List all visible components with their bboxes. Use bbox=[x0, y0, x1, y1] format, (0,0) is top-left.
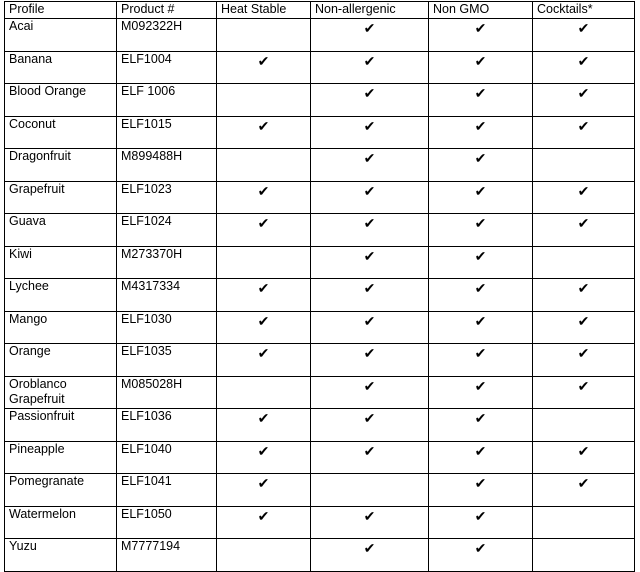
cocktails-check-cell bbox=[533, 214, 635, 247]
heat-stable-check-cell bbox=[217, 539, 311, 572]
non-allergenic-check-cell bbox=[311, 19, 429, 52]
non-gmo-check-icon: ✔ bbox=[474, 377, 487, 394]
non-gmo-check-cell bbox=[429, 116, 533, 149]
non-gmo-check-cell bbox=[429, 441, 533, 474]
table-row bbox=[5, 149, 635, 182]
cocktails-check-cell bbox=[533, 51, 635, 84]
table-row bbox=[5, 539, 635, 572]
non-gmo-check-cell bbox=[429, 311, 533, 344]
heat-stable-check-icon: ✔ bbox=[257, 215, 270, 231]
product-number-cell: M085028H bbox=[117, 376, 217, 409]
cocktails-check-icon: ✔ bbox=[577, 182, 590, 199]
non-gmo-check-cell bbox=[429, 246, 533, 279]
profile-cell: Watermelon bbox=[5, 506, 117, 539]
cocktails-check-icon: ✔ bbox=[577, 52, 590, 69]
non-gmo-check-cell bbox=[429, 474, 533, 507]
non-allergenic-check-icon: ✔ bbox=[363, 442, 376, 459]
cocktails-check-cell bbox=[533, 539, 635, 572]
non-gmo-check-icon: ✔ bbox=[474, 85, 487, 101]
table-row bbox=[5, 19, 635, 52]
profile-cell: Pineapple bbox=[5, 441, 117, 474]
product-number-cell: ELF1041 bbox=[117, 474, 217, 507]
non-gmo-check-cell bbox=[429, 51, 533, 84]
profile-cell: Blood Orange bbox=[5, 84, 117, 117]
non-allergenic-check-icon: ✔ bbox=[363, 247, 376, 264]
non-allergenic-check-icon: ✔ bbox=[363, 20, 376, 36]
non-gmo-check-cell bbox=[429, 149, 533, 182]
product-number-cell: ELF1036 bbox=[117, 409, 217, 442]
table-row bbox=[5, 344, 635, 377]
non-allergenic-check-cell bbox=[311, 441, 429, 474]
product-number-cell: M7777194 bbox=[117, 539, 217, 572]
non-gmo-check-icon: ✔ bbox=[474, 20, 487, 36]
non-allergenic-check-cell bbox=[311, 409, 429, 442]
heat-stable-check-icon: ✔ bbox=[257, 475, 270, 491]
table-row bbox=[5, 214, 635, 247]
heat-stable-check-cell bbox=[217, 376, 311, 409]
profile-cell: Grapefruit bbox=[5, 181, 117, 214]
heat-stable-check-cell bbox=[217, 214, 311, 247]
non-allergenic-check-icon: ✔ bbox=[363, 312, 376, 329]
heat-stable-check-cell bbox=[217, 84, 311, 117]
non-gmo-check-icon: ✔ bbox=[474, 247, 487, 264]
flavor-profile-table bbox=[4, 1, 635, 572]
non-gmo-check-cell bbox=[429, 376, 533, 409]
non-allergenic-check-cell bbox=[311, 246, 429, 279]
cocktails-check-cell bbox=[533, 116, 635, 149]
cocktails-check-icon: ✔ bbox=[577, 280, 590, 296]
profile-cell: Pomegranate bbox=[5, 474, 117, 507]
profile-cell: Orange bbox=[5, 344, 117, 377]
heat-stable-check-cell bbox=[217, 246, 311, 279]
cocktails-check-cell bbox=[533, 506, 635, 539]
table-row bbox=[5, 51, 635, 84]
heat-stable-check-cell bbox=[217, 19, 311, 52]
cocktails-check-cell bbox=[533, 441, 635, 474]
table-row bbox=[5, 441, 635, 474]
non-allergenic-check-icon: ✔ bbox=[363, 85, 376, 101]
non-allergenic-check-cell bbox=[311, 311, 429, 344]
non-allergenic-check-icon: ✔ bbox=[363, 215, 376, 231]
heat-stable-check-icon: ✔ bbox=[257, 280, 270, 296]
non-gmo-check-icon: ✔ bbox=[474, 312, 487, 329]
product-number-cell: ELF1050 bbox=[117, 506, 217, 539]
non-allergenic-check-cell bbox=[311, 344, 429, 377]
heat-stable-check-cell bbox=[217, 279, 311, 312]
flavor-profile-table-container bbox=[4, 1, 635, 572]
non-gmo-check-cell bbox=[429, 84, 533, 117]
table-row bbox=[5, 246, 635, 279]
cocktails-check-icon: ✔ bbox=[577, 345, 590, 361]
cocktails-check-cell bbox=[533, 246, 635, 279]
non-gmo-check-cell bbox=[429, 19, 533, 52]
non-allergenic-check-icon: ✔ bbox=[363, 182, 376, 199]
non-gmo-check-icon: ✔ bbox=[474, 280, 487, 296]
non-gmo-check-icon: ✔ bbox=[474, 117, 487, 134]
heat-stable-check-icon: ✔ bbox=[257, 507, 270, 524]
non-gmo-check-icon: ✔ bbox=[474, 52, 487, 69]
product-number-cell: ELF1004 bbox=[117, 51, 217, 84]
table-row bbox=[5, 116, 635, 149]
non-gmo-check-icon: ✔ bbox=[474, 215, 487, 231]
heat-stable-check-cell bbox=[217, 506, 311, 539]
heat-stable-check-cell bbox=[217, 409, 311, 442]
non-gmo-check-cell bbox=[429, 344, 533, 377]
cocktails-check-icon: ✔ bbox=[577, 442, 590, 459]
non-gmo-check-cell bbox=[429, 506, 533, 539]
profile-cell: Mango bbox=[5, 311, 117, 344]
table-row bbox=[5, 279, 635, 312]
non-gmo-check-cell bbox=[429, 539, 533, 572]
cocktails-check-cell bbox=[533, 181, 635, 214]
cocktails-check-cell bbox=[533, 84, 635, 117]
heat-stable-check-icon: ✔ bbox=[257, 117, 270, 134]
non-allergenic-check-icon: ✔ bbox=[363, 52, 376, 69]
cocktails-check-icon: ✔ bbox=[577, 215, 590, 231]
non-gmo-check-icon: ✔ bbox=[474, 150, 487, 166]
product-number-cell: ELF1023 bbox=[117, 181, 217, 214]
cocktails-check-icon: ✔ bbox=[577, 475, 590, 491]
header-heat-stable: Heat Stable bbox=[217, 2, 311, 19]
profile-cell: Yuzu bbox=[5, 539, 117, 572]
profile-cell: Acai bbox=[5, 19, 117, 52]
cocktails-check-cell bbox=[533, 19, 635, 52]
non-gmo-check-cell bbox=[429, 181, 533, 214]
non-allergenic-check-cell bbox=[311, 84, 429, 117]
non-allergenic-check-icon: ✔ bbox=[363, 280, 376, 296]
non-allergenic-check-icon: ✔ bbox=[363, 117, 376, 134]
profile-cell: Passionfruit bbox=[5, 409, 117, 442]
non-allergenic-check-icon: ✔ bbox=[363, 540, 376, 556]
non-gmo-check-icon: ✔ bbox=[474, 182, 487, 199]
cocktails-check-icon: ✔ bbox=[577, 20, 590, 36]
non-allergenic-check-cell bbox=[311, 539, 429, 572]
cocktails-check-cell bbox=[533, 149, 635, 182]
non-allergenic-check-icon: ✔ bbox=[363, 377, 376, 394]
product-number-cell: M4317334 bbox=[117, 279, 217, 312]
cocktails-check-icon: ✔ bbox=[577, 377, 590, 394]
non-gmo-check-cell bbox=[429, 279, 533, 312]
non-gmo-check-icon: ✔ bbox=[474, 540, 487, 556]
heat-stable-check-icon: ✔ bbox=[257, 182, 270, 199]
cocktails-check-icon: ✔ bbox=[577, 85, 590, 101]
table-header-row bbox=[5, 2, 635, 19]
non-allergenic-check-cell bbox=[311, 279, 429, 312]
table-row bbox=[5, 376, 635, 409]
cocktails-check-cell bbox=[533, 344, 635, 377]
product-number-cell: ELF1040 bbox=[117, 441, 217, 474]
non-allergenic-check-cell bbox=[311, 376, 429, 409]
table-row bbox=[5, 181, 635, 214]
heat-stable-check-cell bbox=[217, 344, 311, 377]
table-row bbox=[5, 409, 635, 442]
profile-cell: Lychee bbox=[5, 279, 117, 312]
non-allergenic-check-cell bbox=[311, 474, 429, 507]
table-row bbox=[5, 474, 635, 507]
non-allergenic-check-cell bbox=[311, 116, 429, 149]
cocktails-check-cell bbox=[533, 409, 635, 442]
non-allergenic-check-cell bbox=[311, 506, 429, 539]
heat-stable-check-cell bbox=[217, 181, 311, 214]
non-gmo-check-icon: ✔ bbox=[474, 507, 487, 524]
profile-cell: Guava bbox=[5, 214, 117, 247]
heat-stable-check-cell bbox=[217, 51, 311, 84]
product-number-cell: ELF 1006 bbox=[117, 84, 217, 117]
non-allergenic-check-cell bbox=[311, 51, 429, 84]
heat-stable-check-cell bbox=[217, 149, 311, 182]
non-gmo-check-icon: ✔ bbox=[474, 442, 487, 459]
non-gmo-check-icon: ✔ bbox=[474, 345, 487, 361]
non-allergenic-check-icon: ✔ bbox=[363, 150, 376, 166]
non-allergenic-check-cell bbox=[311, 149, 429, 182]
product-number-cell: M899488H bbox=[117, 149, 217, 182]
heat-stable-check-cell bbox=[217, 441, 311, 474]
product-number-cell: M273370H bbox=[117, 246, 217, 279]
cocktails-check-cell bbox=[533, 279, 635, 312]
product-number-cell: ELF1030 bbox=[117, 311, 217, 344]
non-allergenic-check-icon: ✔ bbox=[363, 507, 376, 524]
header-non-allergenic: Non-allergenic bbox=[311, 2, 429, 19]
non-allergenic-check-icon: ✔ bbox=[363, 410, 376, 426]
product-number-cell: ELF1035 bbox=[117, 344, 217, 377]
profile-cell: Dragonfruit bbox=[5, 149, 117, 182]
profile-cell: Banana bbox=[5, 51, 117, 84]
product-number-cell: ELF1015 bbox=[117, 116, 217, 149]
heat-stable-check-icon: ✔ bbox=[257, 312, 270, 329]
header-profile: Profile bbox=[5, 2, 117, 19]
cocktails-check-icon: ✔ bbox=[577, 117, 590, 134]
non-gmo-check-icon: ✔ bbox=[474, 475, 487, 491]
profile-cell: Oroblanco Grapefruit bbox=[5, 376, 117, 409]
heat-stable-check-icon: ✔ bbox=[257, 52, 270, 69]
product-number-cell: M092322H bbox=[117, 19, 217, 52]
product-number-cell: ELF1024 bbox=[117, 214, 217, 247]
non-gmo-check-icon: ✔ bbox=[474, 410, 487, 426]
non-gmo-check-cell bbox=[429, 214, 533, 247]
table-row bbox=[5, 311, 635, 344]
table-row bbox=[5, 506, 635, 539]
heat-stable-check-icon: ✔ bbox=[257, 345, 270, 361]
heat-stable-check-cell bbox=[217, 116, 311, 149]
non-allergenic-check-cell bbox=[311, 214, 429, 247]
non-gmo-check-cell bbox=[429, 409, 533, 442]
profile-cell: Coconut bbox=[5, 116, 117, 149]
heat-stable-check-cell bbox=[217, 474, 311, 507]
cocktails-check-cell bbox=[533, 376, 635, 409]
header-cocktails: Cocktails* bbox=[533, 2, 635, 19]
cocktails-check-cell bbox=[533, 311, 635, 344]
table-body bbox=[5, 19, 635, 572]
non-allergenic-check-icon: ✔ bbox=[363, 345, 376, 361]
table-row bbox=[5, 84, 635, 117]
heat-stable-check-icon: ✔ bbox=[257, 410, 270, 426]
heat-stable-check-icon: ✔ bbox=[257, 442, 270, 459]
header-product-number: Product # bbox=[117, 2, 217, 19]
heat-stable-check-cell bbox=[217, 311, 311, 344]
cocktails-check-cell bbox=[533, 474, 635, 507]
profile-cell: Kiwi bbox=[5, 246, 117, 279]
non-allergenic-check-cell bbox=[311, 181, 429, 214]
cocktails-check-icon: ✔ bbox=[577, 312, 590, 329]
header-non-gmo: Non GMO bbox=[429, 2, 533, 19]
